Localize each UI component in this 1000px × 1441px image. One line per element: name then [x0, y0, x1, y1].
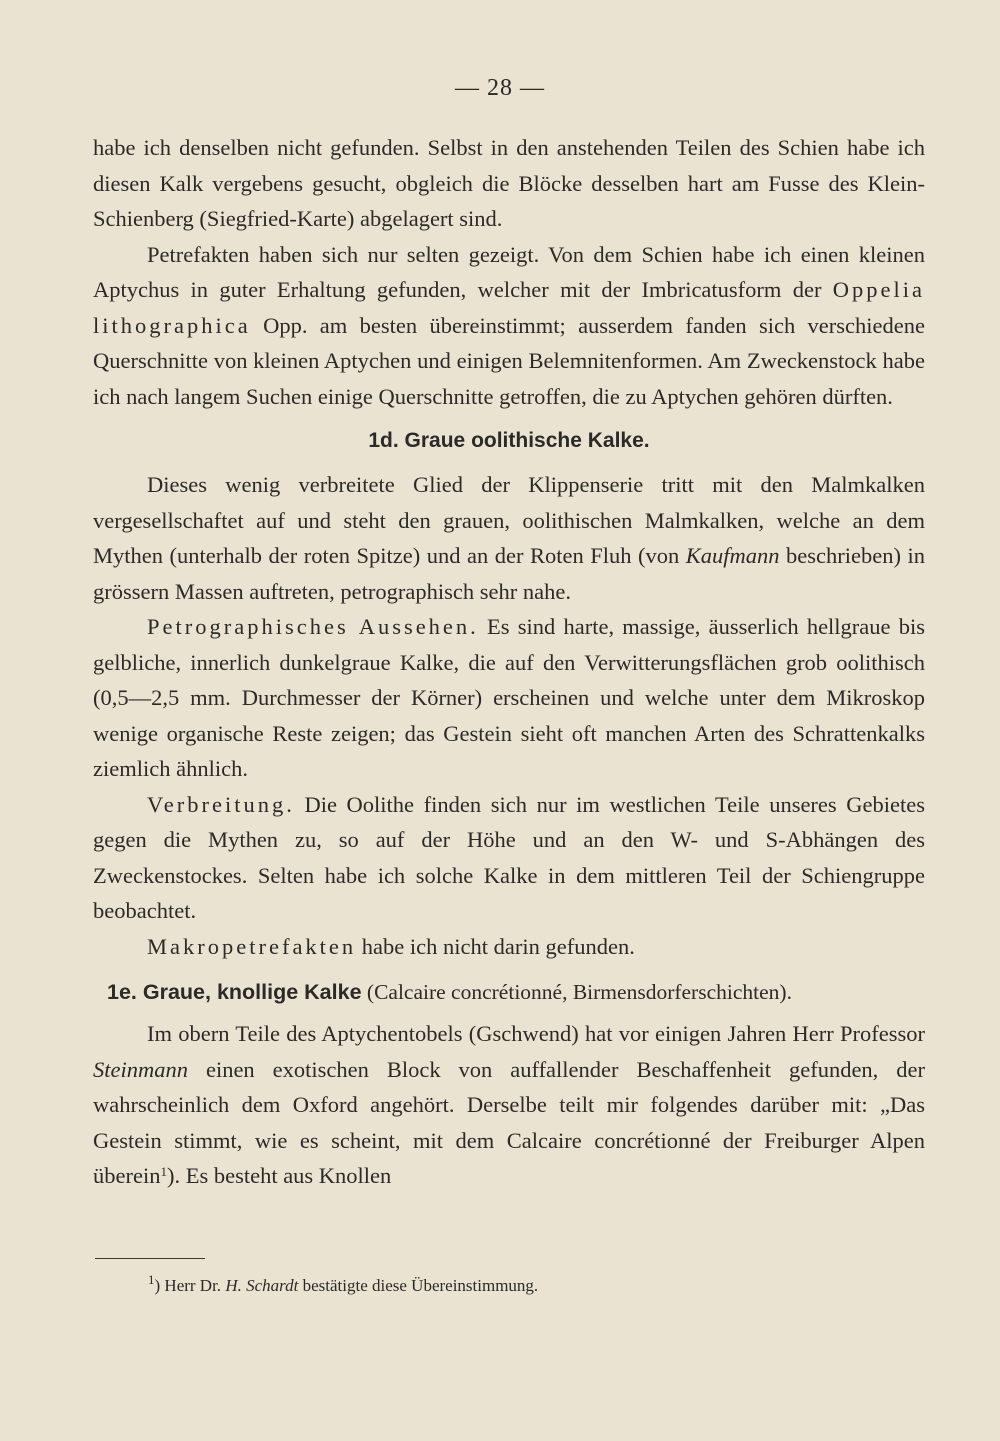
- paragraph-3-text-b: beschrieben) in grössern Massen auftreten, petrographisch sehr nahe.: [93, 543, 925, 604]
- footnote-reference: 1: [160, 1164, 167, 1179]
- footnote-rule: [95, 1258, 205, 1259]
- footnote: [148, 1274, 538, 1298]
- author-steinmann: Steinmann: [93, 1056, 188, 1082]
- paragraph-2: [93, 237, 925, 415]
- paragraph-7: [93, 1016, 925, 1194]
- label-makropetrefakten: Makropetrefakten: [147, 933, 357, 959]
- paragraph-3-text-a: Dieses wenig verbreitete Glied der Klippenserie tritt mit den Malmkalken vergesellschaftet auf und steht den grauen, oolithischen Malmkalken, welche an dem Mythen (unterhalb der roten Spitze) und an der Roten Fluh (von: [93, 472, 925, 568]
- footnote-text-a: ) Herr Dr.: [154, 1276, 226, 1295]
- section-heading-1d: 1d. Graue oolithische Kalke.: [368, 429, 650, 452]
- section-heading-1e: [93, 974, 925, 1010]
- paragraph-1: habe ich denselben nicht gefunden. Selbst in den anstehenden Teilen des Schien habe ich diesen Kalk vergebens gesucht, obgleich die Blöcke desselben hart am Fusse des Klein-Schienberg (Siegfried-Karte) abgelagert sind.: [93, 135, 925, 231]
- label-petrographisches-aussehen: Petrographisches Aussehen.: [147, 614, 479, 639]
- section-heading-1e-bold: 1e. Graue, knollige Kalke: [107, 980, 362, 1004]
- paragraph-5-text: Die Oolithe finden sich nur im westlichen Teile unseres Gebietes gegen die Mythen zu, so auf der Höhe und an den W- und S-Abhängen des Zweckenstockes. Selten habe ich solche Kalke in dem mittleren Teil der Schiengruppe beobachtet.: [93, 791, 925, 923]
- label-verbreitung: Verbreitung.: [147, 791, 295, 817]
- paragraph-3: [93, 467, 925, 609]
- paragraph-4: [93, 609, 925, 787]
- species-name: Oppelia lithographica: [93, 277, 925, 338]
- paragraph-4-text: Es sind harte, massige, äusserlich hellgraue bis gelbliche, innerlich dunkelgraue Kalke, die auf den Verwitterungsflächen grob oolithisch (0,5—2,5 mm. Durchmesser der Körner) erscheinen und welche unter dem Mikroskop wenige organische Reste zeigen; das Gestein sieht oft manchen Arten des Schrattenkalks ziemlich ähnlich.: [93, 614, 925, 781]
- body-text: [93, 130, 925, 1194]
- paragraph-6-text: habe ich nicht darin gefunden.: [356, 933, 635, 959]
- paragraph-2-text-a: Petrefakten haben sich nur selten gezeigt. Von dem Schien habe ich einen kleinen Aptychus in guter Erhaltung gefunden, welcher mit der Imbricatusform der: [93, 241, 925, 302]
- paragraph-5: [93, 787, 925, 929]
- footnote-name: H. Schardt: [225, 1276, 299, 1295]
- paragraph-6: [93, 929, 925, 965]
- paragraph-2-text-b: Opp. am besten übereinstimmt; ausserdem fanden sich verschiedene Querschnitte von kleinen Aptychen und einigen Belemnitenformen. Am Zweckenstock habe ich nach langem Suchen einige Querschnitte getroffen, die zu Aptychen gehören dürften.: [93, 312, 925, 409]
- paragraph-7-text-c: ). Es besteht aus Knollen: [166, 1163, 392, 1188]
- page-number: — 28 —: [455, 75, 545, 101]
- paragraph-7-text-a: Im obern Teile des Aptychentobels (Gschwend) hat vor einigen Jahren Herr Professor: [147, 1021, 925, 1046]
- author-kaufmann: Kaufmann: [685, 543, 780, 568]
- paragraph-7-text-b: einen exotischen Block von auffallender Beschaffenheit gefunden, der wahrscheinlich dem Oxford angehört. Derselbe teilt mir folgendes darüber mit: „Das Gestein stimmt, wie es scheint, mit dem Calcaire concrétionné der Freiburger Alpen überein: [93, 1056, 925, 1188]
- section-heading-1e-rest: (Calcaire concrétionné, Birmensdorferschichten).: [361, 980, 792, 1004]
- footnote-text-b: bestätigte diese Übereinstimmung.: [298, 1276, 539, 1295]
- footnote-mark: 1: [148, 1272, 155, 1287]
